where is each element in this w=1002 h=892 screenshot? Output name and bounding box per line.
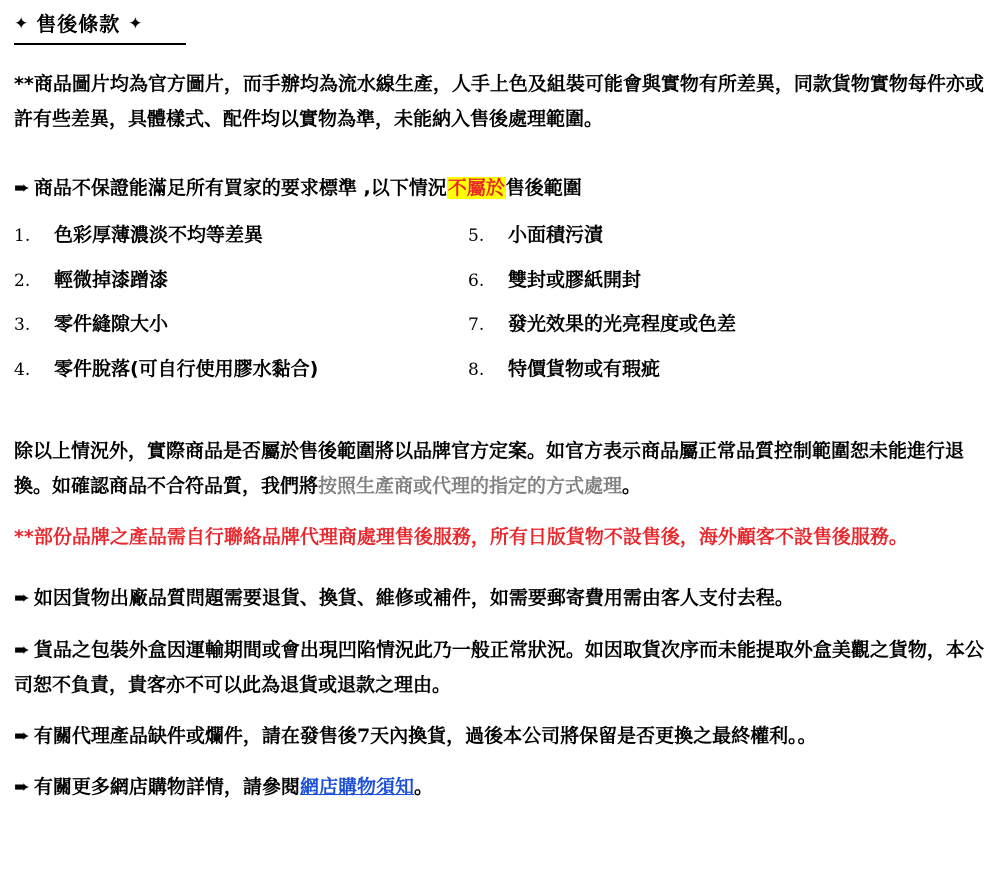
note-packaging bbox=[14, 633, 988, 703]
spacer bbox=[14, 398, 988, 434]
list-item bbox=[454, 265, 914, 295]
list-item-label: 特價貨物或有瑕疵 bbox=[508, 357, 661, 380]
scope-heading bbox=[14, 171, 988, 206]
arrow-icon: ➨ bbox=[14, 724, 30, 747]
list-item-number: 1. bbox=[14, 226, 31, 247]
list-item-number: 4. bbox=[14, 359, 31, 380]
spacer bbox=[14, 709, 988, 719]
arrow-icon: ➨ bbox=[14, 638, 30, 661]
policy-text: 除以上情況外，實際商品是否屬於售後範圍將以品牌官方定案。如官方表示商品屬正常品質控制範圍恕未能進行退換。如確認商品不合符品質，我們將 bbox=[14, 439, 965, 498]
red-notice: **部份品牌之產品需自行聯絡品牌代理商處理售後服務，所有日版貨物不設售後，海外顧客不設售後服務。 bbox=[14, 526, 908, 549]
list-item-label: 零件脫落(可自行使用膠水黏合) bbox=[54, 357, 319, 380]
list-item bbox=[454, 309, 914, 339]
exclusion-list-left-column bbox=[14, 220, 454, 398]
scope-text-after: 售後範圍 bbox=[505, 177, 582, 200]
note-text: 貨品之包裝外盒因運輸期間或會出現凹陷情況此乃一般正常狀況。如因取貨次序而未能提取外盒美觀之貨物，本公司恕不負責，貴客亦不可以此為退貨或退款之理由。 bbox=[14, 638, 984, 696]
star-icon-left: ✦ bbox=[14, 13, 29, 34]
page-title-text: 售後條款 bbox=[36, 12, 121, 36]
scope-highlight: 不屬於 bbox=[447, 177, 505, 200]
scope-text-before: 商品不保證能滿足所有買家的要求標準 ,以下情況 bbox=[33, 177, 447, 200]
intro-paragraph: **商品圖片均為官方圖片，而手辦均為流水線生產，人手上色及組裝可能會與實物有所差異，同款貨物實物每件亦或許有些差異，具體樣式、配件均以實物為準，未能納入售後處理範圍。 bbox=[14, 73, 984, 131]
spacer bbox=[14, 510, 988, 520]
page-title bbox=[14, 8, 186, 45]
note-shipping-cost bbox=[14, 581, 988, 616]
exchange-days: 7 bbox=[356, 724, 371, 747]
list-item-label: 輕微掉漆蹭漆 bbox=[54, 268, 169, 291]
note-text-before: 有關更多網店購物詳情，請參閱 bbox=[33, 775, 300, 798]
list-item-number: 6. bbox=[468, 270, 485, 291]
list-item bbox=[14, 309, 454, 339]
note-text-after: 天內換貨，過後本公司將保留是否更換之最終權利。。 bbox=[370, 724, 817, 747]
list-item-number: 8. bbox=[468, 359, 485, 380]
spacer bbox=[14, 623, 988, 633]
spacer bbox=[14, 561, 988, 581]
list-item bbox=[454, 220, 914, 250]
exclusion-list bbox=[14, 220, 988, 398]
list-item-number: 2. bbox=[14, 270, 31, 291]
note-shopping-guide bbox=[14, 770, 988, 805]
note-exchange-window bbox=[14, 719, 988, 754]
list-item bbox=[14, 354, 454, 384]
list-item-label: 零件縫隙大小 bbox=[54, 313, 169, 336]
policy-text-end: 。 bbox=[622, 475, 642, 498]
list-item-label: 雙封或膠紙開封 bbox=[508, 268, 642, 291]
arrow-icon: ➨ bbox=[14, 775, 30, 798]
list-item bbox=[14, 265, 454, 295]
star-icon-right: ✦ bbox=[128, 13, 143, 34]
note-text: 如因貨物出廠品質問題需要退貨、換貨、維修或補件，如需要郵寄費用需由客人支付去程。 bbox=[33, 587, 794, 610]
list-item bbox=[454, 354, 914, 384]
policy-paragraph bbox=[14, 434, 988, 504]
list-item-number: 7. bbox=[468, 315, 485, 336]
policy-text-grey: 按照生產商或代理的指定的方式處理 bbox=[318, 475, 623, 498]
list-item-number: 5. bbox=[468, 226, 485, 247]
note-text-after: 。 bbox=[413, 775, 433, 798]
note-text-before: 有關代理產品缺件或爛件，請在發售後 bbox=[33, 724, 357, 747]
list-item-label: 色彩厚薄濃淡不均等差異 bbox=[54, 224, 264, 247]
arrow-icon: ➨ bbox=[14, 587, 30, 610]
list-item-label: 小面積污漬 bbox=[508, 224, 604, 247]
list-item bbox=[14, 220, 454, 250]
spacer bbox=[14, 760, 988, 770]
list-item-label: 發光效果的光亮程度或色差 bbox=[508, 313, 737, 336]
arrow-icon: ➨ bbox=[14, 177, 30, 200]
list-item-number: 3. bbox=[14, 315, 31, 336]
exclusion-list-right-column bbox=[454, 220, 914, 398]
shopping-guide-link[interactable]: 網店購物須知 bbox=[299, 775, 414, 798]
